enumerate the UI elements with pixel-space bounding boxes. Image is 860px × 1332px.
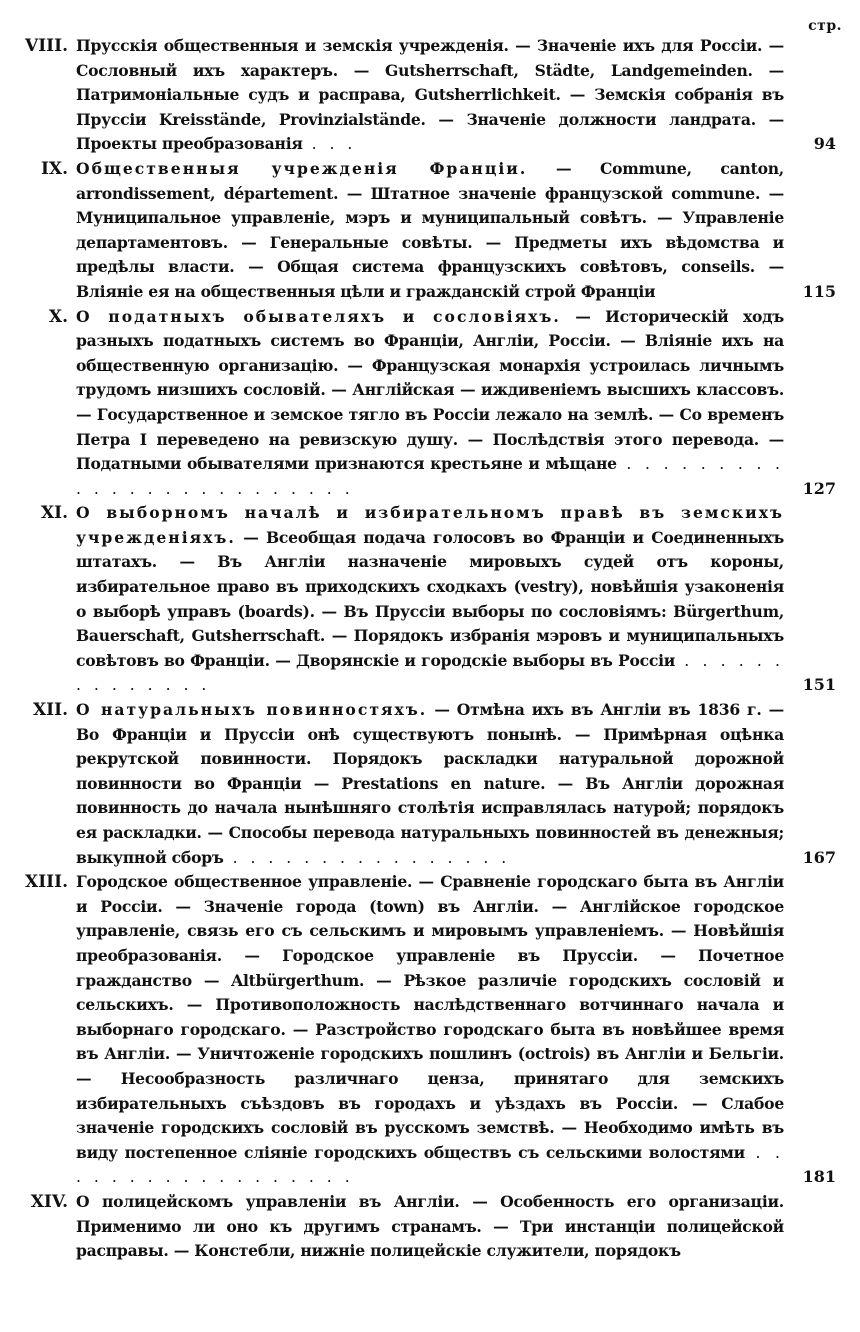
chapter-summary: Прусскія общественныя и земскія учрежденія. — Значеніе ихъ для Россіи. — Сословный ихъ характеръ. — Gutsherrschaft, Städte, Landgemeinden. — Патримоніальные судъ и расправа, Gutsherrlichkeit. — Земскія собранія въ Пруссіи Kreisstände, Provinzialstände. — Значеніе должности ландрата. — Проекты преобразованія [76, 36, 784, 154]
chapter-number: X. [48, 306, 68, 327]
toc-entry-x [6, 305, 836, 502]
chapter-body [76, 870, 784, 1190]
chapter-summary: — Всеобщая подача голосовъ во Франціи и Соединенныхъ штатахъ. — Въ Англіи назначеніе мировыхъ судей отъ короны, избирательное право въ приходскихъ сходкахъ (vestry), новѣйшія узаконенія о выборѣ управъ (boards). — Въ Пруссіи выборы по сословіямъ: Bürgerthum, Bauerschaft, Gutsherrschaft. — Порядокъ избранія мэровъ и муниципальныхъ совѣтовъ во Франціи. — Дворянскіе и городскіе выборы въ Россіи [76, 527, 784, 670]
chapter-number: XIII. [25, 872, 68, 893]
dot-leader: . . . . . . . . . . . . . . . . . . [76, 1143, 784, 1187]
chapter-number: XI. [40, 503, 68, 524]
chapter-body [76, 698, 784, 870]
toc-entry-ix [6, 157, 836, 305]
chapter-summary: — Историческій ходъ разныхъ податныхъ системъ во Франціи, Англіи, Россіи. — Вліяніе ихъ на общественную организацію. — Французская монархія устроилась личнымъ трудомъ низшихъ сословій. — Англійская — иждивеніемъ высшихъ классовъ. — Государственное и земское тягло въ Россіи лежало на землѣ. — Со временъ Петра I переведено на ревизскую душу. — Послѣдствія этого перевода. — Податными обывателями признаются крестьяне и мѣщане [76, 306, 784, 474]
chapter-body [76, 501, 784, 698]
chapter-body [76, 305, 784, 502]
dot-leader: . . . . . . . . . . . . . . . . . . . . . . . . . [76, 455, 784, 498]
chapter-title: О натуральныхъ повинностяхъ. [76, 700, 428, 720]
chapter-page-number: 151 [802, 675, 836, 695]
toc-entry-viii [6, 34, 836, 157]
chapter-page-number: 127 [802, 478, 836, 498]
chapter-title: О податныхъ обывателяхъ и сословіяхъ. [76, 306, 561, 326]
toc-entry-xiii [6, 870, 836, 1190]
chapter-body [76, 34, 784, 157]
chapter-number: XII. [32, 700, 68, 721]
toc-entry-xi [6, 501, 836, 698]
chapter-body [76, 157, 784, 305]
chapter-page-number: 181 [802, 1167, 836, 1187]
table-of-contents [6, 34, 836, 1264]
chapter-page-number: 167 [802, 847, 836, 867]
toc-entry-xii [6, 698, 836, 870]
chapter-summary: О полицейскомъ управленіи въ Англіи. — Особенность его организаціи. Применимо ли оно къ другимъ странамъ. — Три инстанціи полицейской расправы. — Констебли, нижніе полицейскіе служители, порядокъ [76, 1191, 784, 1261]
chapter-page-number: 115 [802, 281, 836, 301]
chapter-body [76, 1190, 784, 1264]
chapter-summary: — Commune, canton, arrondissement, département. — Штатное значеніе французской commune. — Муниципальное управленіе, мэръ и муниципальный совѣтъ. — Управленіе департаментовъ. — Генеральные совѣты. — Предметы ихъ вѣдомства и предѣлы власти. — Общая система французскихъ совѣтовъ, conseils. — Вліяніе ея на общественныя цѣли и гражданскій строй Франціи [76, 158, 784, 301]
chapter-summary: — Отмѣна ихъ въ Англіи въ 1836 г. — Во Франціи и Пруссіи онѣ существуютъ понынѣ. — Примѣрная оцѣнка рекрутской повинности. Порядокъ раскладки натуральной дорожной повинности во Франціи — Prestations en nature. — Въ Англіи дорожная повинность до начала нынѣшняго столѣтія исправлялась натурой; порядокъ ея раскладки. — Способы перевода натуральныхъ повинностей въ денежныя; выкупной сборъ [76, 700, 784, 867]
chapter-number: IX. [40, 158, 68, 179]
chapter-number: VIII. [25, 36, 68, 56]
page-column-label: стр. [808, 18, 842, 34]
chapter-summary: Городское общественное управленіе. — Сравненіе городскаго быта въ Англіи и Россіи. — Значеніе города (town) въ Англіи. — Англійское городское управленіе, связь его съ сельскимъ и мировымъ управленіемъ. — Новѣйшія преобразованія. — Городское управленіе въ Пруссіи. — Почетное гражданство — Altbürgerthum. — Рѣзкое различіе городскихъ сословій и сельскихъ. — Противоположность наслѣдственнаго вотчиннаго начала и выборнаго городскаго. — Разстройство городскаго быта въ новѣйшее время въ Англіи. — Уничтоженіе городскихъ пошлинъ (octrois) въ Англіи и Бельгіи. — Несообразность различнаго ценза, принятаго для земскихъ избирательныхъ съѣздовъ въ городахъ и уѣздахъ въ Россіи. — Слабое значеніе городскихъ сословій въ русскомъ земствѣ. — Необходимо имѣть въ виду постепенное сліяніе городскихъ обществъ съ сельскими волостями [76, 872, 784, 1162]
dot-leader: . . . . . . . . . . . . . . [76, 651, 785, 695]
chapter-page-number: 94 [813, 134, 836, 154]
dot-leader: . . . . . . . . . . . . . . . . [223, 848, 511, 867]
chapter-number: XIV. [30, 1191, 68, 1212]
toc-entry-xiv [6, 1190, 836, 1264]
chapter-title: О выборномъ началѣ и избирательномъ правѣ въ земскихъ учрежденіяхъ. [76, 503, 784, 547]
dot-leader: . . . [302, 135, 357, 154]
chapter-title: Общественныя учрежденія Франціи. [76, 158, 528, 178]
